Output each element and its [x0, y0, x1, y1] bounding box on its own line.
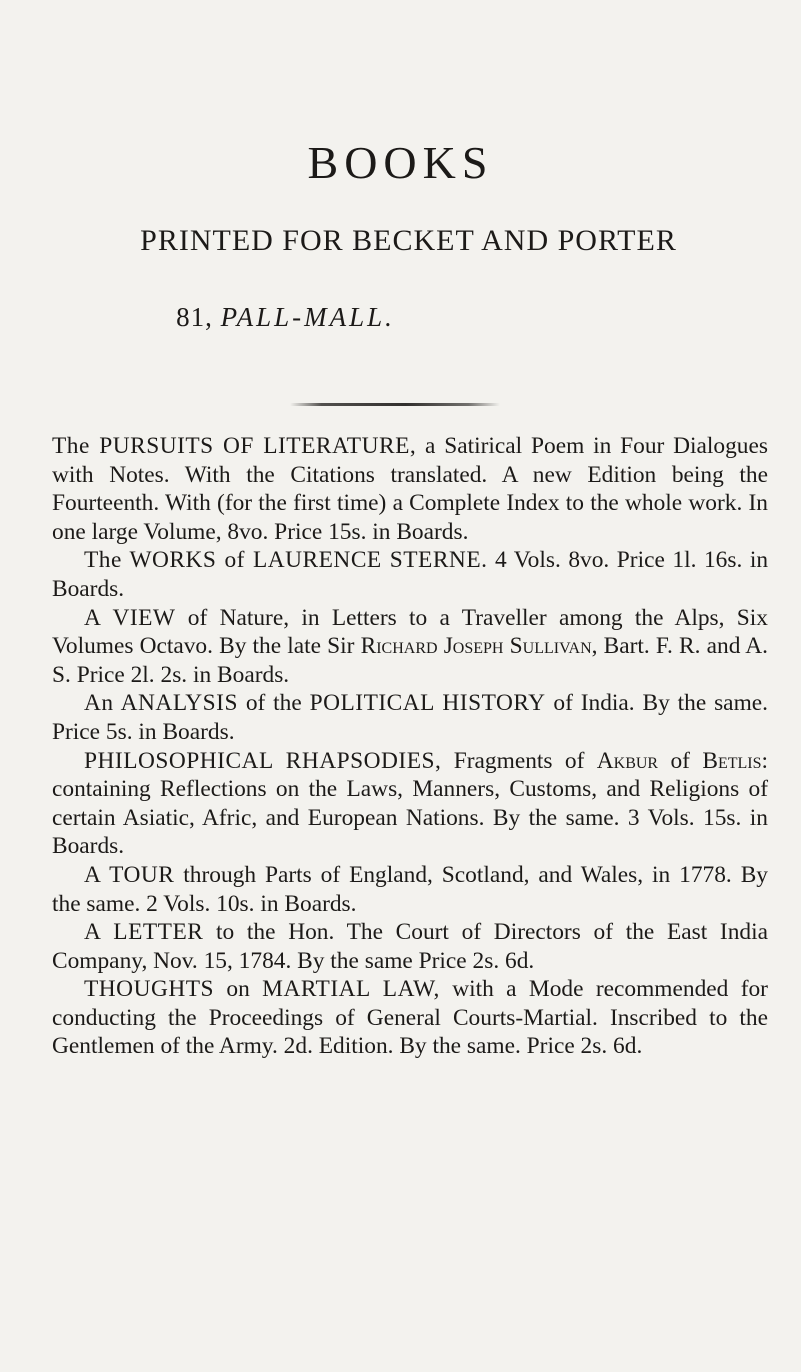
- ornamental-rule: [290, 403, 500, 406]
- book-description: 4 Vols. 8vo. Price 1l. 16s. in Boards.: [52, 547, 769, 602]
- book-description-continued: of India. By the same. Price 5s. in Boards.: [52, 690, 768, 745]
- publisher-line: PRINTED FOR BECKET AND PORTER: [140, 224, 677, 257]
- book-entry-pursuits-of-literature: [52, 432, 768, 546]
- book-entry-thoughts-martial-law: [52, 975, 768, 1061]
- place-name: Betlis:: [702, 747, 769, 774]
- book-entry-analysis-political-history: [52, 689, 768, 746]
- page-heading: BOOKS: [307, 137, 494, 188]
- book-title: The PURSUITS OF LITERATURE,: [52, 433, 417, 459]
- author-name: Akbur: [596, 747, 659, 774]
- book-title: A TOUR: [84, 861, 175, 888]
- author-name: Richard Joseph Sullivan,: [360, 633, 598, 660]
- book-description: through Parts of England, Scotland, and Wales, in 1778. By the same. 2 Vols. 10s. in Boards.: [52, 861, 768, 917]
- publisher-address: [0, 302, 801, 333]
- book-description: of Nature, in Letters to a Traveller among the Alps, Six Volumes Octavo. By the late Sir: [52, 604, 768, 660]
- book-entry-works-of-sterne: [52, 546, 768, 603]
- book-title: A LETTER: [84, 919, 204, 946]
- book-entry-letter: [52, 918, 768, 975]
- book-description-continued: Bart. F. R. and A. S. Price 2l. 2s. in Boards.: [52, 633, 768, 688]
- book-title: An ANALYSIS: [84, 690, 238, 717]
- book-title: The WORKS of LAURENCE STERNE.: [84, 547, 488, 574]
- book-description-end: containing Reflections on the Laws, Manners, Customs, and Religions of certain Asiatic, Afric, and European Nations. By the same. 3 Vols. 15s. in Boards.: [52, 776, 768, 860]
- book-title: PHILOSOPHICAL RHAPSODIES,: [84, 747, 442, 774]
- book-title: THOUGHTS: [84, 976, 215, 1003]
- book-entry-view-of-nature: [52, 604, 768, 690]
- book-description-continued: with a Mode recommended for conducting the Proceedings of General Courts-Martial. Inscribed to the Gentlemen of the Army. 2d. Edition. By the same. Price 2s. 6d.: [52, 976, 768, 1060]
- book-entry-philosophical-rhapsodies: [52, 747, 768, 861]
- book-description: Fragments of: [441, 747, 597, 774]
- book-list: [52, 432, 768, 1061]
- book-description: to the Hon. The Court of Directors of the East India Company, Nov. 15, 1784. By the same Price 2s. 6d.: [52, 919, 768, 974]
- book-description-continued: of: [658, 747, 703, 774]
- address-street: PALL-MALL.: [220, 302, 395, 332]
- book-entry-tour: [52, 861, 768, 918]
- book-title: A VIEW: [84, 604, 176, 631]
- book-title-continued: MARTIAL LAW,: [262, 976, 440, 1003]
- book-description: on: [214, 976, 263, 1003]
- book-title-continued: POLITICAL HISTORY: [309, 690, 546, 717]
- book-description: a Satirical Poem in Four Dialogues with Notes. With the Citations translated. A new Edition being the Fourteenth. With (for the first time) a Complete Index to the whole work. In one large Volume, 8vo. Price 15s. in Boards.: [52, 433, 768, 545]
- book-description: of the: [237, 690, 310, 717]
- address-number: 81,: [176, 302, 213, 332]
